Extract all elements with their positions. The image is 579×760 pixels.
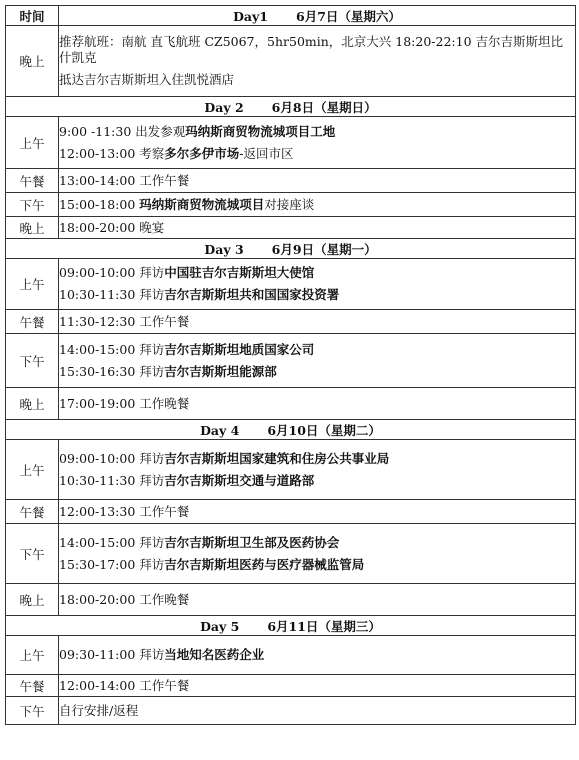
activity-cell [59,310,576,334]
period-cell: 上午 [6,440,59,500]
activity-cell [59,193,576,217]
period-cell: 下午 [6,697,59,725]
activity-line [59,647,575,663]
activity-text: 10:30-11:30 拜访 [59,472,165,488]
day-header [6,616,576,636]
period-cell: 午餐 [6,500,59,524]
day-label: Day 2 [204,99,244,115]
day-date: 6月7日（星期六） [296,8,401,24]
schedule-row [6,636,576,675]
activity-cell [59,584,576,616]
day-header [6,97,576,117]
itinerary-body [6,6,576,725]
activity-highlight: 中国驻吉尔吉斯斯坦大使馆 [164,265,315,280]
activity-text: 9:00 -11:30 出发参观 [59,123,186,139]
period-cell: 上午 [6,117,59,169]
activity-line [59,364,575,380]
activity-text: 15:00-18:00 [59,196,140,212]
activity-cell [59,26,576,97]
schedule-row [6,259,576,310]
activity-cell [59,217,576,239]
period-cell: 上午 [6,259,59,310]
activity-text: 11:30-12:30 工作午餐 [59,313,190,329]
activity-text: 12:00-14:00 工作午餐 [59,677,190,693]
activity-line [59,342,575,358]
period-cell: 上午 [6,636,59,675]
activity-cell [59,500,576,524]
activity-text: 15:30-16:30 拜访 [59,363,165,379]
time-column-header: 时间 [6,6,59,26]
activity-text: 推荐航班：南航 直飞航班 CZ5067，5hr50min，北京大兴 18:20-22:10 吉尔吉斯斯坦比什凯克 [59,34,564,65]
activity-text: 18:00-20:00 工作晚餐 [59,591,190,607]
activity-cell [59,259,576,310]
schedule-row [6,117,576,169]
activity-line [59,557,575,573]
activity-line [59,265,575,281]
activity-cell [59,524,576,584]
activity-text: 09:30-11:00 拜访 [59,647,165,662]
schedule-row [6,440,576,500]
activity-text: 14:00-15:00 拜访 [59,534,165,550]
period-cell: 晚上 [6,388,59,420]
period-cell: 晚上 [6,26,59,97]
day-date: 6月10日（星期二） [267,422,381,438]
day-date: 6月8日（星期日） [271,99,377,115]
activity-cell [59,636,576,675]
activity-line [59,504,575,520]
activity-line [59,220,575,236]
activity-highlight: 吉尔吉斯斯坦能源部 [164,363,277,379]
header-row [6,6,576,26]
schedule-row [6,697,576,725]
activity-text: 10:30-11:30 拜访 [59,287,165,302]
schedule-row [6,675,576,697]
activity-cell [59,334,576,388]
activity-line [59,146,575,162]
activity-suffix: 对接座谈 [264,196,315,212]
activity-text: 自行安排/返程 [59,702,139,718]
activity-cell [59,169,576,193]
activity-cell [59,675,576,697]
activity-line [59,287,575,303]
schedule-row [6,310,576,334]
activity-text: 13:00-14:00 工作午餐 [59,172,190,188]
activity-highlight: 吉尔吉斯斯坦卫生部及医药协会 [164,534,340,550]
activity-text: 18:00-20:00 晚宴 [59,219,165,235]
period-cell: 午餐 [6,310,59,334]
activity-line [59,535,575,551]
period-cell: 晚上 [6,217,59,239]
activity-highlight: 多尔多伊市场 [164,145,240,161]
period-cell: 下午 [6,524,59,584]
period-cell: 午餐 [6,169,59,193]
activity-line [59,592,575,608]
day-header-day1 [59,6,576,26]
schedule-row [6,584,576,616]
activity-cell [59,697,576,725]
day-header-row [6,420,576,440]
activity-line [59,473,575,489]
activity-line [59,703,575,719]
schedule-row [6,524,576,584]
day-label: Day 4 [200,422,240,438]
day-label: Day 3 [204,241,244,257]
activity-text: 17:00-19:00 工作晚餐 [59,395,190,411]
activity-highlight: 吉尔吉斯斯坦地质国家公司 [164,341,315,357]
day-label: Day 5 [200,618,240,634]
activity-text: 抵达吉尔吉斯斯坦入住凯悦酒店 [59,72,235,87]
schedule-row [6,169,576,193]
activity-line [59,72,575,88]
activity-line [59,197,575,213]
activity-text: 09:00-10:00 拜访 [59,265,165,280]
activity-line [59,314,575,330]
activity-suffix: -返回市区 [239,145,294,161]
activity-cell [59,440,576,500]
activity-highlight: 玛纳斯商贸物流城项目工地 [185,123,336,139]
day-header-row [6,97,576,117]
activity-highlight: 吉尔吉斯斯坦医药与医疗器械监管局 [164,556,365,572]
activity-text: 12:00-13:00 考察 [59,145,165,161]
itinerary-table [5,5,576,725]
period-cell: 下午 [6,193,59,217]
activity-highlight: 吉尔吉斯斯坦国家建筑和住房公共事业局 [164,450,390,466]
activity-highlight: 吉尔吉斯斯坦共和国国家投资署 [164,287,340,302]
activity-line [59,173,575,189]
period-cell: 午餐 [6,675,59,697]
day-header [6,239,576,259]
day-header [6,420,576,440]
schedule-row [6,26,576,97]
activity-text: 14:00-15:00 拜访 [59,341,165,357]
period-cell: 晚上 [6,584,59,616]
schedule-row [6,193,576,217]
schedule-row [6,500,576,524]
activity-line [59,124,575,140]
period-cell: 下午 [6,334,59,388]
activity-text: 15:30-17:00 拜访 [59,556,165,572]
activity-highlight: 吉尔吉斯斯坦交通与道路部 [164,472,315,488]
activity-text: 09:00-10:00 拜访 [59,450,165,466]
day-date: 6月9日（星期一） [271,241,377,257]
schedule-row [6,334,576,388]
activity-line [59,34,575,66]
activity-line [59,451,575,467]
day-header-row [6,239,576,259]
schedule-row [6,217,576,239]
day-header-row [6,616,576,636]
day-date: 6月11日（星期三） [267,618,381,634]
activity-text: 12:00-13:30 工作午餐 [59,503,190,519]
activity-line [59,678,575,694]
activity-cell [59,117,576,169]
activity-highlight: 当地知名医药企业 [164,647,265,662]
schedule-row [6,388,576,420]
day-label: Day1 [233,8,268,24]
activity-line [59,396,575,412]
activity-cell [59,388,576,420]
activity-highlight: 玛纳斯商贸物流城项目 [139,196,265,212]
